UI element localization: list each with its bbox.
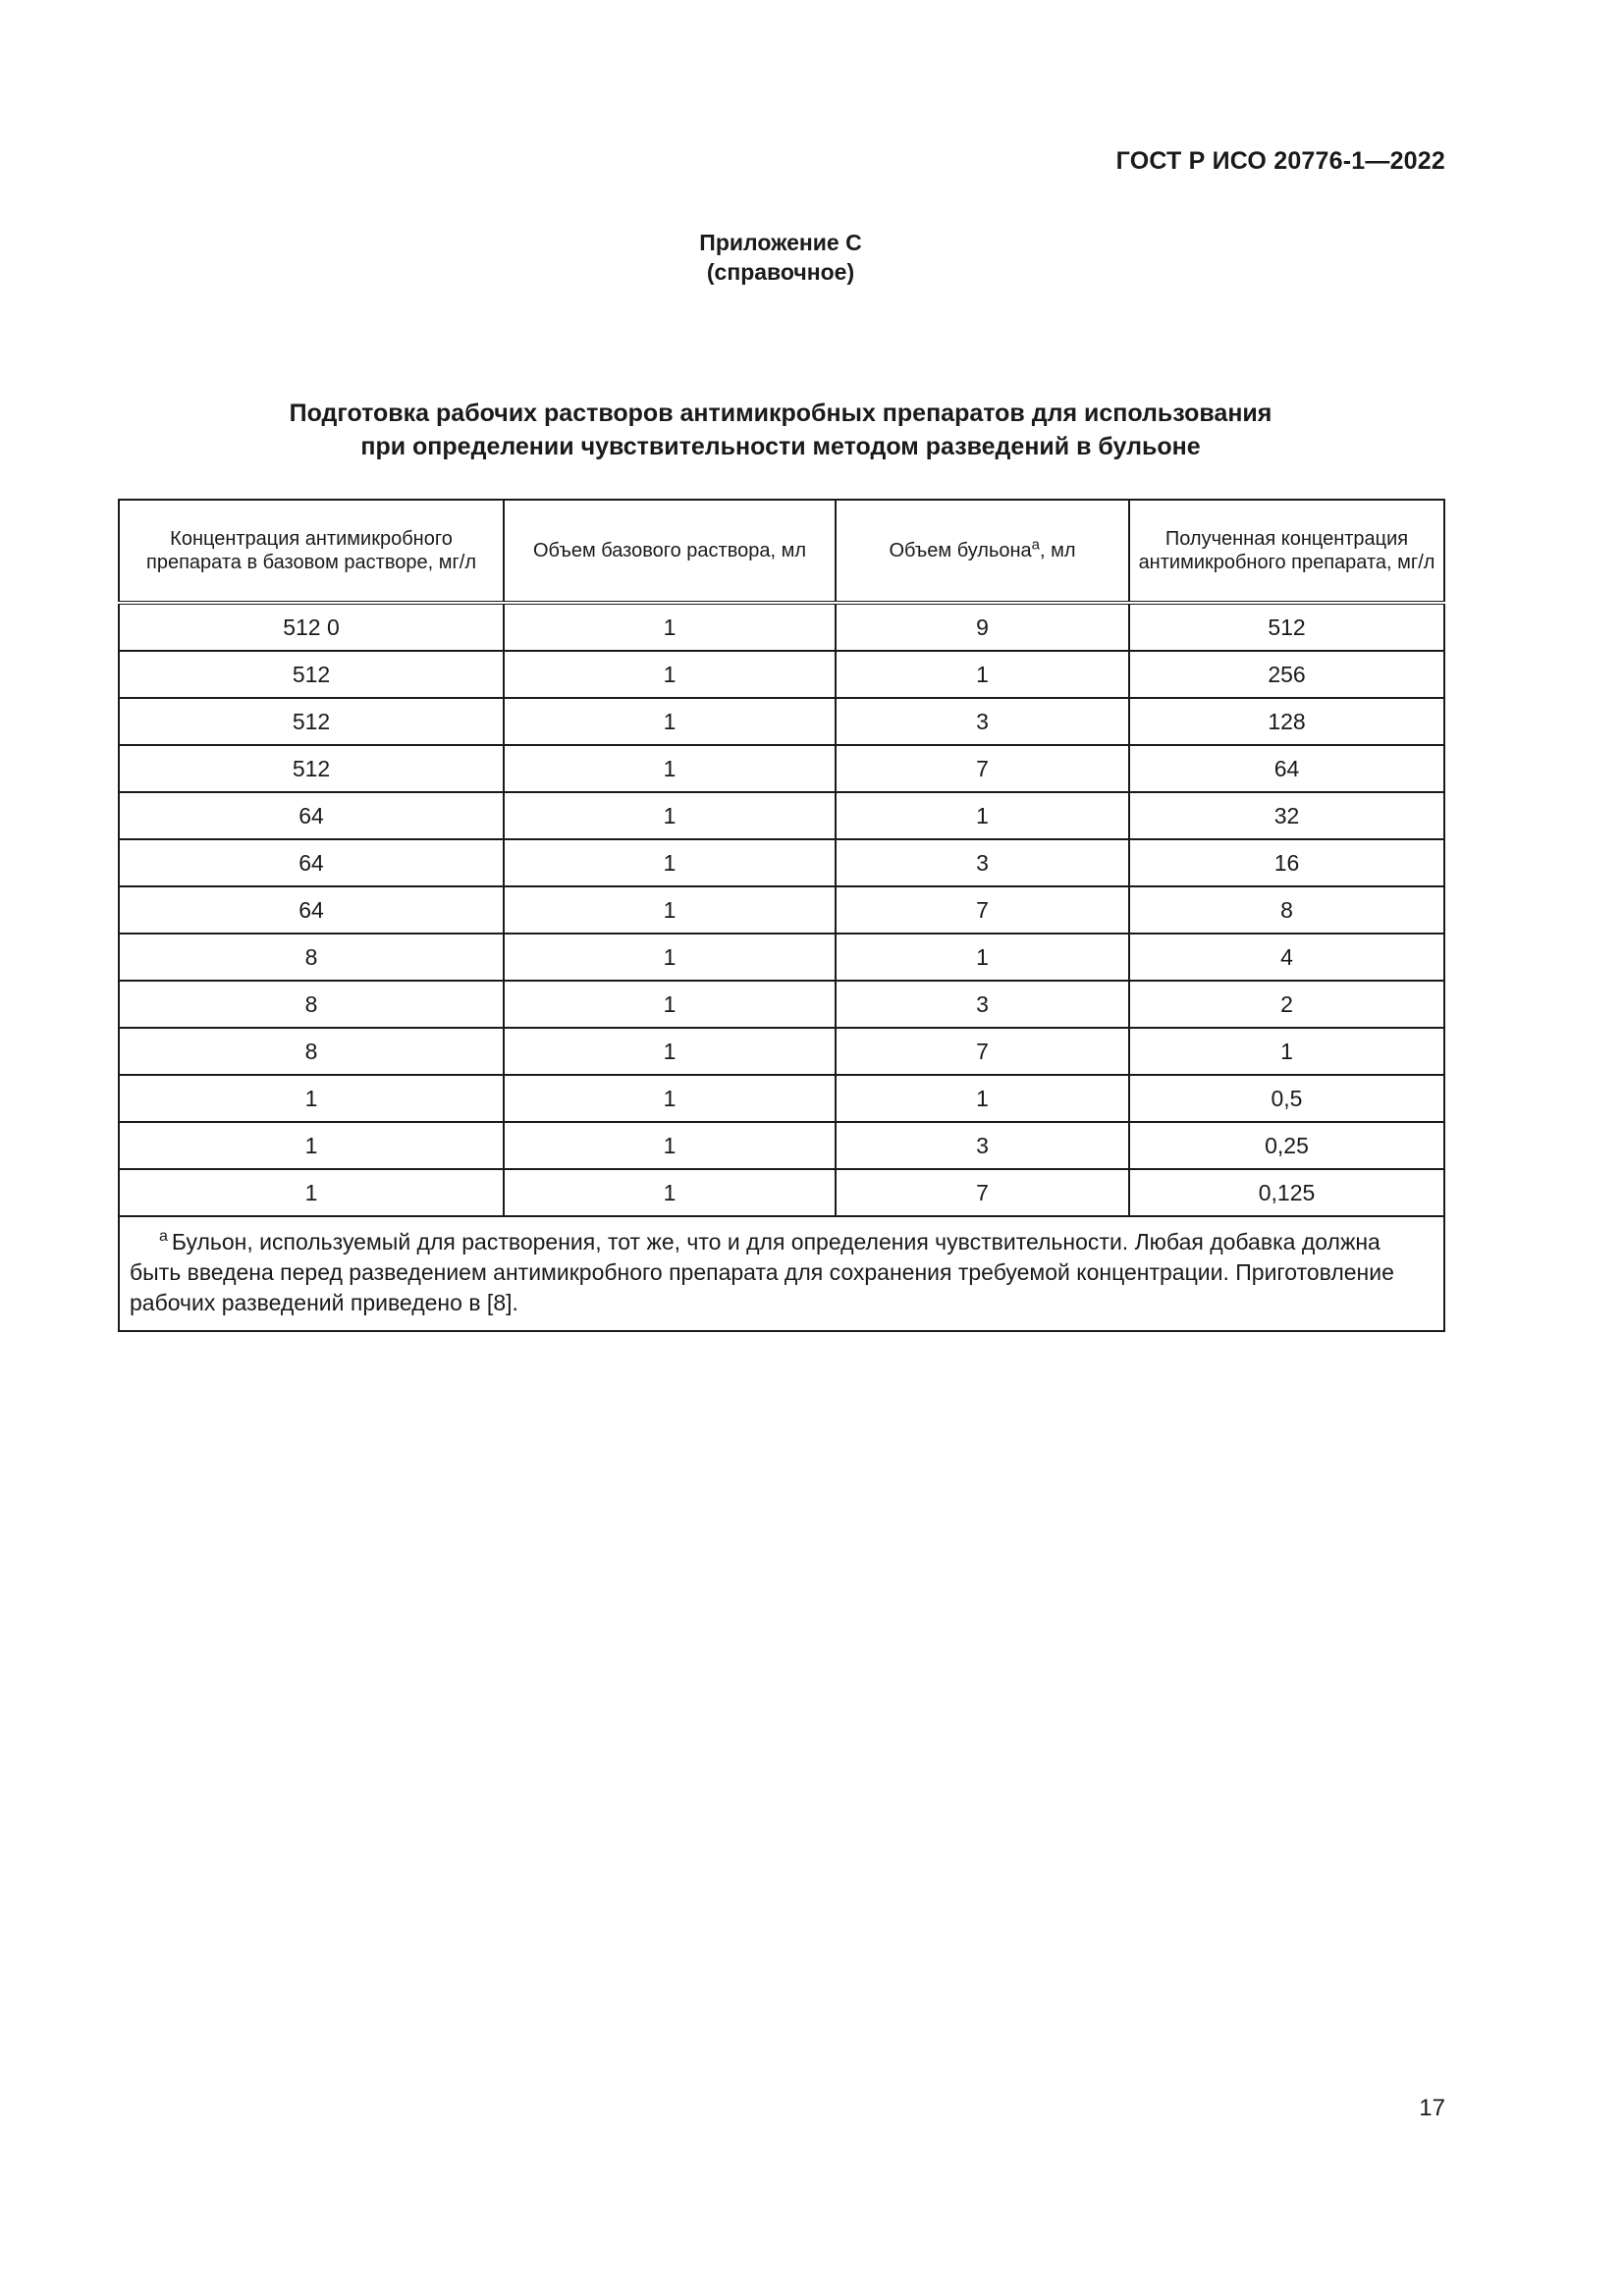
cell-stock-concentration: 64 (119, 839, 504, 886)
table-row (119, 1028, 1444, 1075)
cell-stock-volume: 1 (504, 792, 836, 839)
cell-stock-volume: 1 (504, 651, 836, 698)
table-row (119, 603, 1444, 651)
cell-stock-volume: 1 (504, 698, 836, 745)
annex-title: Приложение С (699, 230, 862, 255)
cell-final-concentration: 16 (1129, 839, 1444, 886)
cell-stock-volume: 1 (504, 745, 836, 792)
cell-broth-volume: 7 (836, 1028, 1129, 1075)
table-row (119, 839, 1444, 886)
cell-final-concentration: 8 (1129, 886, 1444, 934)
table-row (119, 1075, 1444, 1122)
cell-stock-concentration: 8 (119, 981, 504, 1028)
cell-stock-volume: 1 (504, 839, 836, 886)
cell-broth-volume: 3 (836, 1122, 1129, 1169)
cell-broth-volume: 3 (836, 698, 1129, 745)
cell-stock-concentration: 64 (119, 792, 504, 839)
table-row (119, 1122, 1444, 1169)
cell-broth-volume: 1 (836, 1075, 1129, 1122)
dilution-table-container (118, 499, 1443, 1332)
table-row (119, 792, 1444, 839)
annex-subtitle: (справочное) (706, 259, 855, 285)
cell-stock-volume: 1 (504, 886, 836, 934)
table-body (119, 603, 1444, 1216)
cell-stock-concentration: 512 (119, 698, 504, 745)
footnote-text: Бульон, используемый для растворения, тот же, что и для определения чувствительности. Любая добавка должна быть введена перед разведением антимикробного препарата для сохранения требуемой концентрации. Приготовление рабочих разведений приведено в [8]. (130, 1229, 1394, 1315)
cell-broth-volume: 1 (836, 792, 1129, 839)
cell-final-concentration: 64 (1129, 745, 1444, 792)
table-footnote-section (119, 1216, 1444, 1331)
cell-final-concentration: 512 (1129, 603, 1444, 651)
cell-broth-volume: 1 (836, 934, 1129, 981)
header-stock-concentration: Концентрация антимикробного препарата в базовом растворе, мг/л (119, 500, 504, 603)
cell-final-concentration: 256 (1129, 651, 1444, 698)
dilution-table (118, 499, 1445, 1332)
table-row (119, 651, 1444, 698)
cell-final-concentration: 1 (1129, 1028, 1444, 1075)
cell-stock-volume: 1 (504, 1169, 836, 1216)
table-footnote (119, 1216, 1444, 1331)
cell-final-concentration: 0,125 (1129, 1169, 1444, 1216)
cell-final-concentration: 128 (1129, 698, 1444, 745)
table-header (119, 500, 1444, 603)
cell-stock-concentration: 1 (119, 1075, 504, 1122)
cell-stock-concentration: 512 (119, 651, 504, 698)
cell-stock-volume: 1 (504, 1075, 836, 1122)
header-broth-volume (836, 500, 1129, 603)
table-title-line-2: при определении чувствительности методом разведений в бульоне (360, 433, 1201, 460)
footnote-mark: a (159, 1228, 168, 1246)
page-number: 17 (1419, 2095, 1445, 2121)
cell-stock-concentration: 512 0 (119, 603, 504, 651)
cell-stock-concentration: 512 (119, 745, 504, 792)
cell-final-concentration: 0,5 (1129, 1075, 1444, 1122)
table-row (119, 698, 1444, 745)
table-row (119, 1169, 1444, 1216)
table-row (119, 745, 1444, 792)
header-broth-volume-unit: , мл (1040, 540, 1076, 561)
table-title-line-1: Подготовка рабочих растворов антимикробных препаратов для использования (289, 400, 1272, 427)
table-row (119, 981, 1444, 1028)
table-title (118, 397, 1443, 463)
cell-stock-concentration: 8 (119, 1028, 504, 1075)
cell-broth-volume: 7 (836, 886, 1129, 934)
cell-final-concentration: 4 (1129, 934, 1444, 981)
cell-broth-volume: 3 (836, 839, 1129, 886)
cell-stock-concentration: 1 (119, 1122, 504, 1169)
cell-stock-volume: 1 (504, 981, 836, 1028)
footnote-reference: a (1031, 536, 1041, 554)
cell-stock-volume: 1 (504, 1028, 836, 1075)
header-stock-volume: Объем базового раствора, мл (504, 500, 836, 603)
cell-stock-concentration: 8 (119, 934, 504, 981)
table-row (119, 934, 1444, 981)
footnote-row (119, 1216, 1444, 1331)
cell-broth-volume: 7 (836, 1169, 1129, 1216)
cell-broth-volume: 7 (836, 745, 1129, 792)
annex-heading (0, 228, 1561, 287)
cell-broth-volume: 1 (836, 651, 1129, 698)
cell-stock-concentration: 1 (119, 1169, 504, 1216)
table-row (119, 886, 1444, 934)
cell-final-concentration: 2 (1129, 981, 1444, 1028)
table-header-row (119, 500, 1444, 603)
cell-final-concentration: 0,25 (1129, 1122, 1444, 1169)
cell-broth-volume: 9 (836, 603, 1129, 651)
header-final-concentration: Полученная концентрация антимикробного препарата, мг/л (1129, 500, 1444, 603)
cell-stock-volume: 1 (504, 603, 836, 651)
header-broth-volume-label: Объем бульона (889, 540, 1032, 561)
cell-stock-volume: 1 (504, 934, 836, 981)
cell-stock-concentration: 64 (119, 886, 504, 934)
cell-broth-volume: 3 (836, 981, 1129, 1028)
cell-stock-volume: 1 (504, 1122, 836, 1169)
cell-final-concentration: 32 (1129, 792, 1444, 839)
document-code: ГОСТ Р ИСО 20776-1—2022 (1115, 147, 1445, 175)
